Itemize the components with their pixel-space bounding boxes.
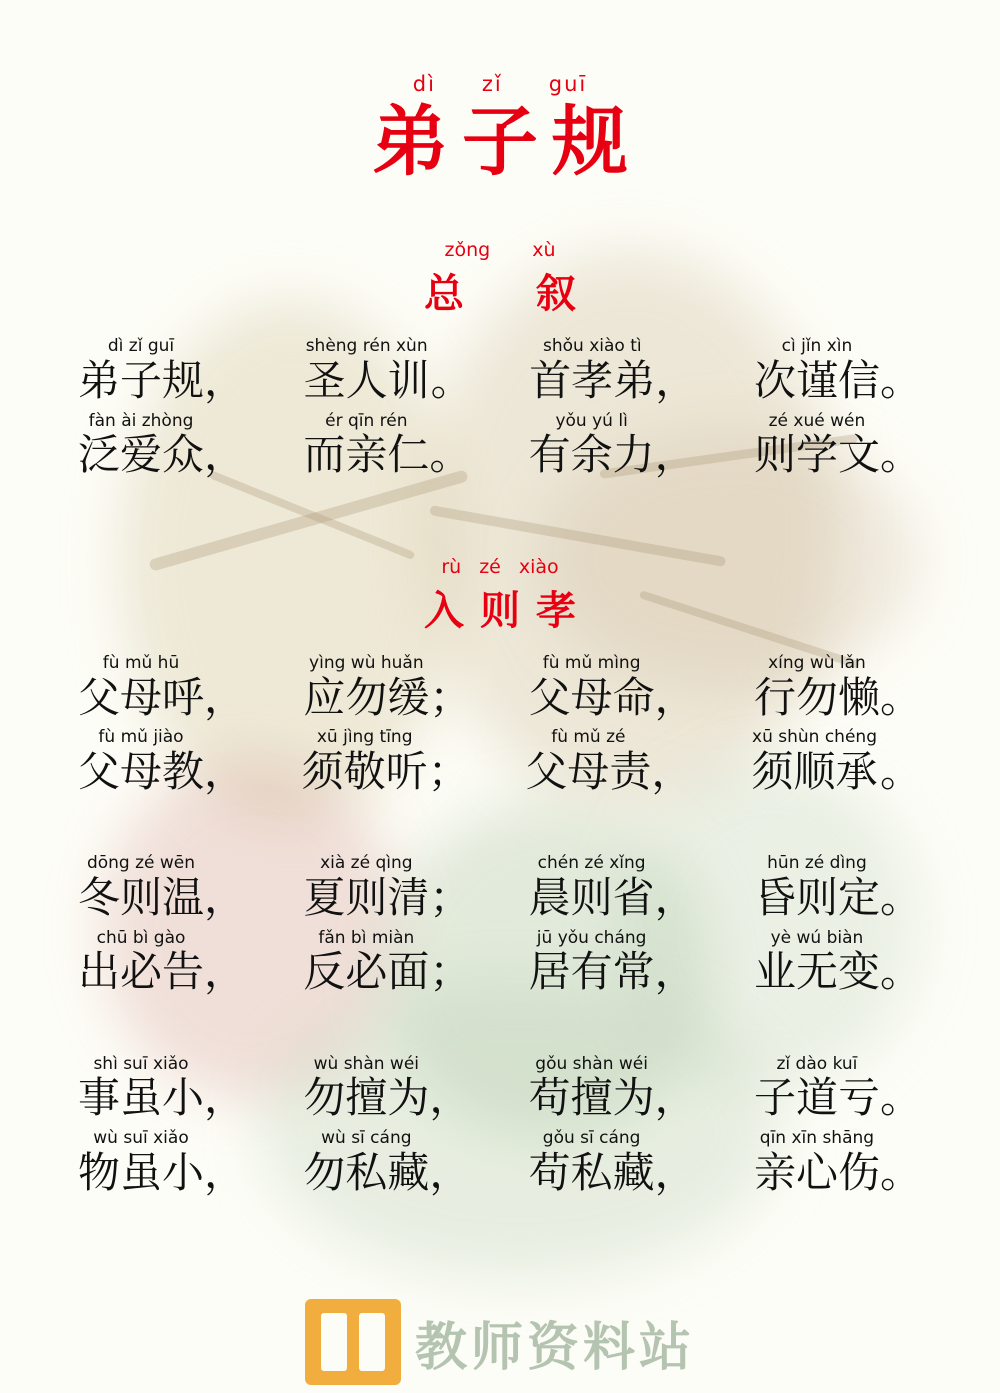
phrase-pinyin: zé xué wén [768, 410, 866, 431]
phrase-hanzi: 冬则温 [78, 873, 205, 923]
section-zongxu [0, 239, 1000, 479]
phrase-punctuation: ， [204, 356, 247, 406]
verse-phrase [78, 929, 246, 997]
verse-phrase [529, 1055, 697, 1123]
phrase-pinyin: xū jìng tīng [316, 727, 413, 748]
phrase-punctuation: 。 [429, 430, 472, 480]
section-heading [0, 556, 1000, 636]
phrase-pinyin: hūn zé dìng [767, 853, 867, 874]
phrase-punctuation: ， [654, 430, 697, 480]
phrase-punctuation: ， [651, 746, 694, 796]
section-pinyin [0, 239, 1000, 261]
phrase-hanzi: 首孝弟 [529, 356, 656, 406]
phrase-punctuation: ； [427, 746, 470, 796]
phrase-pinyin: xíng wù lǎn [768, 652, 866, 673]
verse-phrase [754, 412, 922, 480]
section-ruzexiao [0, 556, 1000, 1197]
phrase-hanzi: 须敬听 [301, 746, 428, 796]
phrase-pinyin: dōng zé wēn [86, 853, 196, 874]
verse-phrase [529, 854, 697, 922]
phrase-hanzi: 父母命 [528, 672, 655, 722]
phrase-punctuation: ， [654, 672, 697, 722]
phrase-hanzi: 应勿缓 [303, 672, 430, 722]
phrase-hanzi: 勿擅为 [303, 1073, 430, 1123]
verse-group [0, 337, 1000, 479]
verse-phrase [754, 854, 922, 922]
verse-phrase [525, 728, 693, 796]
verse-phrase [754, 654, 922, 722]
phrase-punctuation: 。 [879, 1073, 922, 1123]
verse-line [78, 929, 922, 997]
phrase-hanzi: 居有常 [528, 947, 655, 997]
page-title: 弟子规 [372, 97, 642, 186]
verse-phrase [749, 728, 922, 796]
phrase-punctuation: ， [429, 1073, 472, 1123]
verse-phrase [78, 412, 246, 480]
phrase-hanzi: 子道亏 [753, 1073, 880, 1123]
phrase-punctuation: ， [204, 947, 247, 997]
phrase-pinyin: shèng rén xùn [305, 336, 428, 357]
title-pinyin-syllable: zǐ [481, 72, 503, 96]
verse-group [0, 654, 1000, 1197]
phrase-punctuation: 。 [879, 430, 922, 480]
phrase-hanzi: 次谨信 [753, 356, 880, 406]
phrase-punctuation: 。 [879, 356, 922, 406]
phrase-punctuation: ， [655, 356, 698, 406]
verse-phrase [302, 728, 470, 796]
verse-line [78, 337, 922, 405]
verse-line [78, 1055, 922, 1123]
verse-phrase [78, 854, 246, 922]
phrase-punctuation: 。 [879, 873, 922, 923]
phrase-hanzi: 而亲仁 [303, 430, 430, 480]
section-pinyin-syllable: zé [479, 555, 501, 578]
verse-phrase [303, 412, 471, 480]
title-pinyin [0, 72, 1000, 96]
phrase-hanzi: 须顺承 [751, 746, 878, 796]
section-heading [0, 239, 1000, 319]
phrase-pinyin: cì jǐn xìn [781, 336, 853, 357]
verse-phrase [303, 854, 471, 922]
phrase-pinyin: jū yǒu cháng [536, 927, 647, 948]
phrase-hanzi: 亲心伤 [753, 1147, 880, 1197]
phrase-pinyin: xū shùn chéng [752, 727, 877, 748]
phrase-hanzi: 物虽小 [78, 1147, 205, 1197]
verse-line [78, 412, 922, 480]
phrase-hanzi: 苟私藏 [528, 1147, 655, 1197]
phrase-punctuation: ， [429, 1147, 472, 1197]
phrase-hanzi: 出必告 [78, 947, 205, 997]
verse-phrase [303, 337, 473, 405]
verse-phrase [754, 1055, 922, 1123]
section-title: 入则孝 [424, 587, 592, 634]
phrase-pinyin: yè wú biàn [770, 927, 864, 948]
phrase-hanzi: 行勿懒 [753, 672, 880, 722]
phrase-hanzi: 则学文 [753, 430, 880, 480]
phrase-pinyin: fù mǔ hū [102, 652, 180, 673]
phrase-hanzi: 泛爱众 [78, 430, 205, 480]
section-pinyin-syllable: xiào [518, 555, 559, 578]
phrase-punctuation: 。 [879, 947, 922, 997]
stanza [78, 337, 922, 479]
phrase-punctuation: ， [654, 947, 697, 997]
phrase-pinyin: fǎn bì miàn [318, 927, 415, 948]
phrase-hanzi: 勿私藏 [303, 1147, 430, 1197]
phrase-pinyin: wù shàn wéi [313, 1053, 420, 1074]
phrase-pinyin: gǒu shàn wéi [535, 1053, 648, 1074]
phrase-punctuation: 。 [879, 1147, 922, 1197]
phrase-hanzi: 反必面 [303, 947, 430, 997]
phrase-hanzi: 父母责 [525, 746, 652, 796]
phrase-hanzi: 父母呼 [78, 672, 205, 722]
phrase-pinyin: fàn ài zhòng [88, 410, 194, 431]
verse-line [78, 728, 922, 796]
stanza [78, 1055, 922, 1197]
phrase-punctuation: ； [429, 947, 472, 997]
phrase-pinyin: fù mǔ jiào [98, 727, 184, 748]
verse-phrase [78, 1055, 246, 1123]
phrase-punctuation: 。 [879, 672, 922, 722]
section-pinyin-syllable: rù [441, 555, 462, 578]
stanza [78, 854, 922, 996]
verse-phrase [529, 1129, 697, 1197]
verse-phrase [78, 1129, 246, 1197]
phrase-hanzi: 有余力 [528, 430, 655, 480]
verse-phrase [754, 1129, 922, 1197]
phrase-pinyin: shì suī xiǎo [93, 1053, 189, 1074]
section-pinyin [0, 556, 1000, 578]
phrase-hanzi: 业无变 [753, 947, 880, 997]
verse-phrase [529, 412, 697, 480]
section-pinyin-syllable: zǒng [444, 239, 491, 262]
phrase-hanzi: 晨则省 [528, 873, 655, 923]
phrase-punctuation: 。 [430, 356, 473, 406]
verse-phrase [754, 337, 922, 405]
verse-phrase [78, 728, 246, 796]
verse-phrase [303, 929, 471, 997]
phrase-hanzi: 昏则定 [753, 873, 880, 923]
phrase-punctuation: ， [204, 873, 247, 923]
watermark-text: 教师资料站 [414, 1317, 695, 1378]
verse-phrase [529, 929, 697, 997]
phrase-pinyin: wù sī cáng [321, 1128, 412, 1149]
phrase-pinyin: fù mǔ zé [551, 727, 626, 748]
phrase-hanzi: 夏则清 [303, 873, 430, 923]
phrase-punctuation: ； [429, 873, 472, 923]
phrase-pinyin: yǒu yú lì [555, 410, 628, 431]
verse-phrase [754, 929, 922, 997]
verse-line [78, 654, 922, 722]
verse-phrase [303, 1129, 471, 1197]
phrase-punctuation: ， [204, 746, 247, 796]
section-pinyin-syllable: xù [532, 239, 556, 262]
phrase-punctuation: ， [204, 672, 247, 722]
title-pinyin-syllable: dì [412, 72, 436, 96]
phrase-punctuation: ， [654, 1073, 697, 1123]
phrase-pinyin: shǒu xiào tì [542, 336, 642, 357]
phrase-punctuation: ， [204, 1147, 247, 1197]
verse-line [78, 1129, 922, 1197]
phrase-pinyin: ér qīn rén [325, 410, 408, 431]
verse-phrase [529, 654, 697, 722]
verse-phrase [529, 337, 697, 405]
document-title-block [0, 0, 1000, 185]
phrase-pinyin: yìng wù huǎn [309, 652, 424, 673]
verse-phrase [78, 654, 246, 722]
phrase-pinyin: chū bì gào [96, 927, 186, 948]
verse-phrase [78, 337, 246, 405]
phrase-hanzi: 苟擅为 [528, 1073, 655, 1123]
phrase-pinyin: wù suī xiǎo [93, 1128, 189, 1149]
verse-phrase [303, 654, 471, 722]
section-title: 总 叙 [424, 271, 592, 318]
stanza [78, 654, 922, 796]
phrase-pinyin: dì zǐ guī [107, 336, 175, 357]
phrase-pinyin: gǒu sī cáng [542, 1128, 641, 1149]
phrase-punctuation: ， [654, 873, 697, 923]
verse-line [78, 854, 922, 922]
phrase-pinyin: chén zé xǐng [537, 853, 646, 874]
phrase-punctuation: 。 [879, 746, 922, 796]
phrase-hanzi: 父母教 [78, 746, 205, 796]
phrase-punctuation: ， [654, 1147, 697, 1197]
verse-phrase [303, 1055, 471, 1123]
phrase-hanzi: 事虽小 [78, 1073, 205, 1123]
phrase-punctuation: ， [204, 1073, 247, 1123]
title-pinyin-syllable: guī [548, 72, 588, 96]
phrase-punctuation: ， [204, 430, 247, 480]
phrase-pinyin: fù mǔ mìng [542, 652, 641, 673]
phrase-pinyin: qīn xīn shāng [759, 1128, 875, 1149]
phrase-hanzi: 弟子规 [78, 356, 205, 406]
phrase-pinyin: xià zé qìng [320, 853, 413, 874]
phrase-punctuation: ； [429, 672, 472, 722]
phrase-hanzi: 圣人训 [303, 356, 430, 406]
phrase-pinyin: zǐ dào kuī [776, 1053, 858, 1074]
